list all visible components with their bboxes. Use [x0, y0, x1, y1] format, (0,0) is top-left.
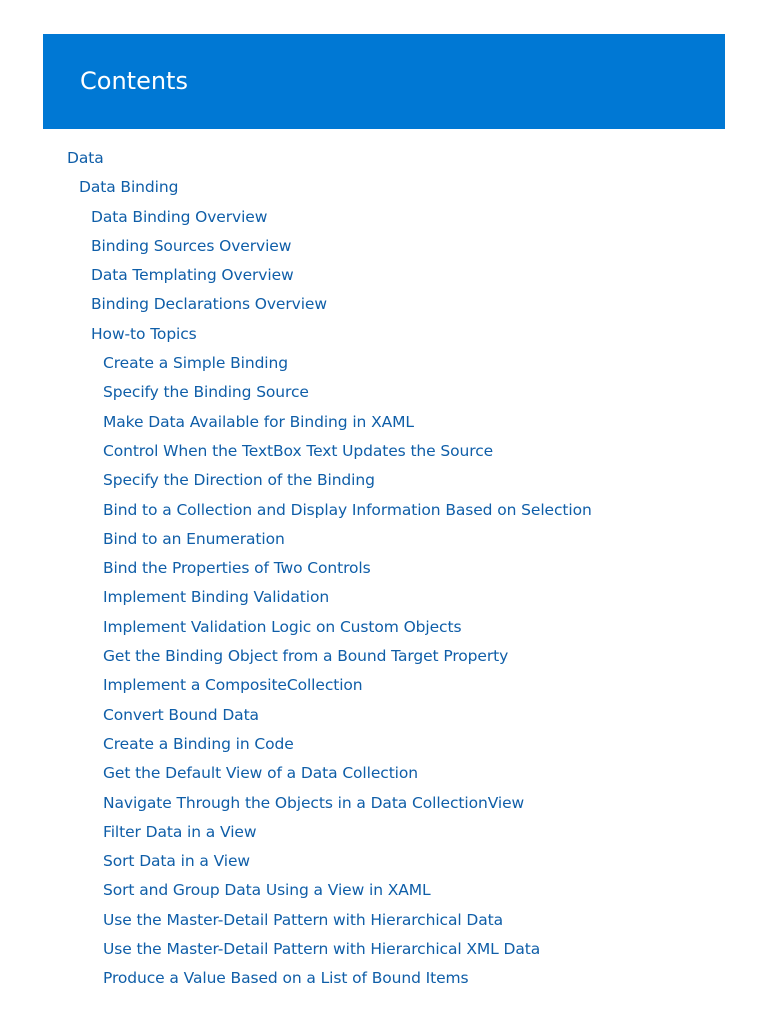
contents-header-banner	[43, 34, 725, 129]
toc-link-bind-enumeration[interactable]: Bind to an Enumeration	[103, 529, 285, 548]
toc-link-specify-binding-direction[interactable]: Specify the Direction of the Binding	[103, 471, 375, 490]
toc-item	[0, 407, 768, 436]
toc-link-master-detail-xml[interactable]: Use the Master-Detail Pattern with Hierarchical XML Data	[103, 940, 541, 959]
toc-item	[0, 729, 768, 758]
toc-item	[0, 641, 768, 670]
toc-item	[0, 377, 768, 406]
toc-item	[0, 670, 768, 699]
toc-link-data[interactable]: Data	[67, 149, 104, 167]
toc-item	[0, 465, 768, 494]
toc-item	[0, 612, 768, 641]
toc-item	[0, 319, 768, 348]
toc-link-create-simple-binding[interactable]: Create a Simple Binding	[103, 354, 288, 373]
toc-item	[0, 875, 768, 904]
page-title: Contents	[80, 67, 188, 95]
toc-link-validation-custom-objects[interactable]: Implement Validation Logic on Custom Objects	[103, 617, 462, 636]
toc-item	[0, 788, 768, 817]
toc-link-default-view-collection[interactable]: Get the Default View of a Data Collection	[103, 764, 418, 783]
toc-link-binding-declarations-overview[interactable]: Binding Declarations Overview	[91, 295, 327, 314]
toc-link-bind-two-controls[interactable]: Bind the Properties of Two Controls	[103, 559, 371, 578]
toc-link-binding-in-code[interactable]: Create a Binding in Code	[103, 734, 294, 753]
toc-link-make-data-available-xaml[interactable]: Make Data Available for Binding in XAML	[103, 412, 414, 431]
toc-link-navigate-collectionview[interactable]: Navigate Through the Objects in a Data CollectionView	[103, 793, 525, 812]
toc-link-data-binding-overview[interactable]: Data Binding Overview	[91, 207, 268, 226]
toc-link-get-binding-object[interactable]: Get the Binding Object from a Bound Target Property	[103, 647, 509, 666]
toc-item	[0, 553, 768, 582]
toc-item	[0, 289, 768, 318]
toc-item	[0, 143, 768, 172]
toc-item	[0, 934, 768, 963]
toc-link-how-to-topics[interactable]: How-to Topics	[91, 324, 197, 343]
toc-link-bind-collection-selection[interactable]: Bind to a Collection and Display Information Based on Selection	[103, 500, 592, 519]
toc-link-filter-data-view[interactable]: Filter Data in a View	[103, 822, 257, 841]
toc-item	[0, 202, 768, 231]
toc-item	[0, 495, 768, 524]
toc-item	[0, 700, 768, 729]
toc-link-sort-group-xaml[interactable]: Sort and Group Data Using a View in XAML	[103, 881, 431, 900]
table-of-contents	[0, 143, 768, 993]
toc-link-convert-bound-data[interactable]: Convert Bound Data	[103, 705, 259, 724]
toc-link-data-binding[interactable]: Data Binding	[79, 178, 179, 197]
toc-item	[0, 436, 768, 465]
toc-item	[0, 231, 768, 260]
toc-link-implement-binding-validation[interactable]: Implement Binding Validation	[103, 588, 330, 607]
toc-link-value-list-bound-items[interactable]: Produce a Value Based on a List of Bound Items	[103, 969, 469, 988]
toc-item	[0, 905, 768, 934]
toc-link-data-templating-overview[interactable]: Data Templating Overview	[91, 266, 294, 285]
toc-item	[0, 582, 768, 611]
toc-link-sort-data-view[interactable]: Sort Data in a View	[103, 852, 251, 871]
toc-item	[0, 817, 768, 846]
toc-link-control-textbox-updates[interactable]: Control When the TextBox Text Updates the Source	[103, 441, 494, 460]
toc-item	[0, 963, 768, 992]
toc-link-master-detail-hierarchical[interactable]: Use the Master-Detail Pattern with Hierarchical Data	[103, 910, 503, 929]
toc-item	[0, 172, 768, 201]
toc-item	[0, 846, 768, 875]
toc-link-binding-sources-overview[interactable]: Binding Sources Overview	[91, 236, 292, 255]
toc-link-composite-collection[interactable]: Implement a CompositeCollection	[103, 676, 363, 695]
toc-item	[0, 260, 768, 289]
toc-item	[0, 348, 768, 377]
toc-link-specify-binding-source[interactable]: Specify the Binding Source	[103, 383, 309, 402]
toc-item	[0, 758, 768, 787]
toc-item	[0, 524, 768, 553]
